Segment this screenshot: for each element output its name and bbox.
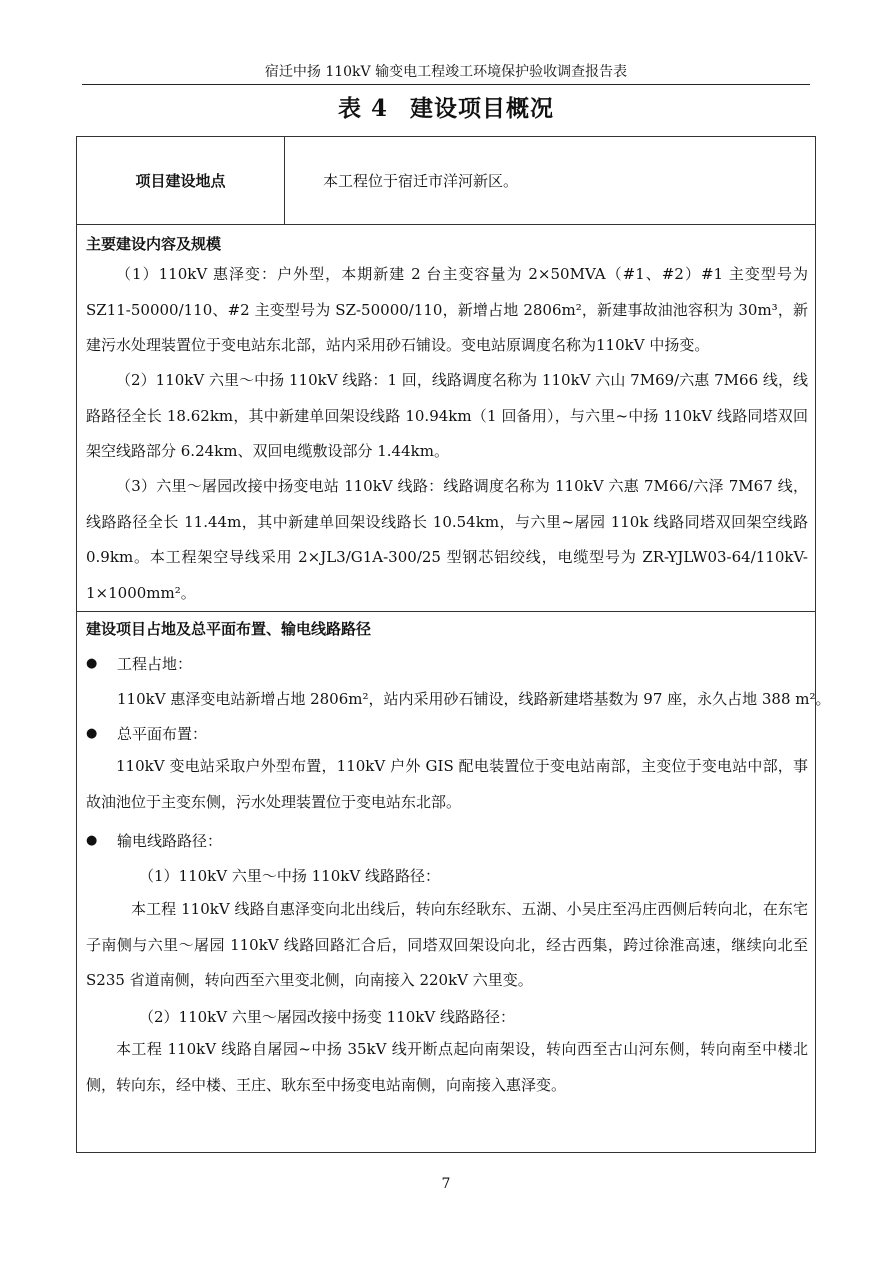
content-paragraph-3: （3）六里～屠园改接中扬变电站 110kV 线路：线路调度名称为 110kV 六惠 7M66/六泽 7M67 线，线路路径全长 11.44m，其中新建单回架设线路长 10.54km，与六里~屠园 110k 线路同塔双回架空线路 0.9km。本工程架空导线采用 2×JL3/G1A-300/25 型钢芯铝绞线，电缆型号为 ZR-YJLW03-64/110kV-1×1000mm²。 [86, 477, 808, 602]
location-label: 项目建设地点 [77, 137, 285, 224]
route-2-title: （2）110kV 六里～屠园改接中扬变 110kV 线路路径： [139, 1008, 515, 1026]
header-rule [82, 84, 810, 85]
table-number: 表 4 [337, 95, 388, 122]
bullet-dot: ● [86, 833, 98, 848]
general-layout-text: 110kV 变电站采取户外型布置，110kV 户外 GIS 配电装置位于变电站南部，主变位于变电站中部，事故油池位于主变东侧，污水处理装置位于变电站东北部。 [86, 757, 808, 811]
route-title: 输电线路路径： [117, 832, 223, 850]
layout-heading: 建设项目占地及总平面布置、输电线路路径 [86, 620, 372, 638]
content-paragraph-1: （1）110kV 惠泽变：户外型，本期新建 2 台主变容量为 2×50MVA（#1、#2）#1 主变型号为 SZ11-50000/110、#2 主变型号为 SZ-50000/110，新增占地 2806m²，新建事故油池容积为 30m³，新建污水处理装置位于变电站东北部，站内采用砂石铺设。变电站原调度名称为110kV 中扬变。 [86, 265, 808, 354]
route-1-title: （1）110kV 六里～中扬 110kV 线路路径： [139, 867, 440, 885]
construction-content-cell [77, 225, 815, 612]
bullet-dot: ● [86, 726, 98, 741]
general-layout-title: 总平面布置： [117, 725, 208, 743]
page-number: 7 [441, 1176, 451, 1192]
layout-route-cell [77, 612, 831, 1152]
route-2-text: 本工程 110kV 线路自屠园~中扬 35kV 线开断点起向南架设，转向西至古山河东侧，转向南至中楼北侧，转向东，经中楼、王庄、耿东至中扬变电站南侧，向南接入惠泽变。 [86, 1040, 808, 1094]
content-paragraph-2: （2）110kV 六里～中扬 110kV 线路：1 回，线路调度名称为 110kV 六山 7M69/六惠 7M66 线，线路路径全长 18.62km，其中新建单回架设线路 10.94km（1 回备用），与六里~中扬 110kV 线路同塔双回架空线路部分 6.24km、双回电缆敷设部分 1.44km。 [86, 371, 808, 460]
land-use-text: 110kV 惠泽变电站新增占地 2806m²，站内采用砂石铺设，线路新建塔基数为 97 座，永久占地 388 m²。 [117, 690, 831, 708]
land-use-title: 工程占地： [117, 655, 193, 673]
location-value: 本工程位于宿迁市洋河新区。 [323, 172, 519, 190]
overview-table [76, 136, 831, 1153]
content-heading: 主要建设内容及规模 [86, 235, 222, 253]
route-1-text: 本工程 110kV 线路自惠泽变向北出线后，转向东经耿东、五湖、小吴庄至冯庄西侧后转向北，在东宅子南侧与六里～屠园 110kV 线路回路汇合后，同塔双回架设向北，经古西集，跨过徐淮高速，继续向北至 S235 省道南侧，转向西至六里变北侧，向南接入 220kV 六里变。 [86, 900, 808, 989]
table-title: 建设项目概况 [410, 95, 554, 122]
bullet-dot: ● [86, 656, 98, 671]
running-header: 宿迁中扬 110kV 输变电工程竣工环境保护验收调查报告表 [264, 64, 628, 80]
page-title [0, 94, 892, 124]
location-row [77, 137, 815, 225]
